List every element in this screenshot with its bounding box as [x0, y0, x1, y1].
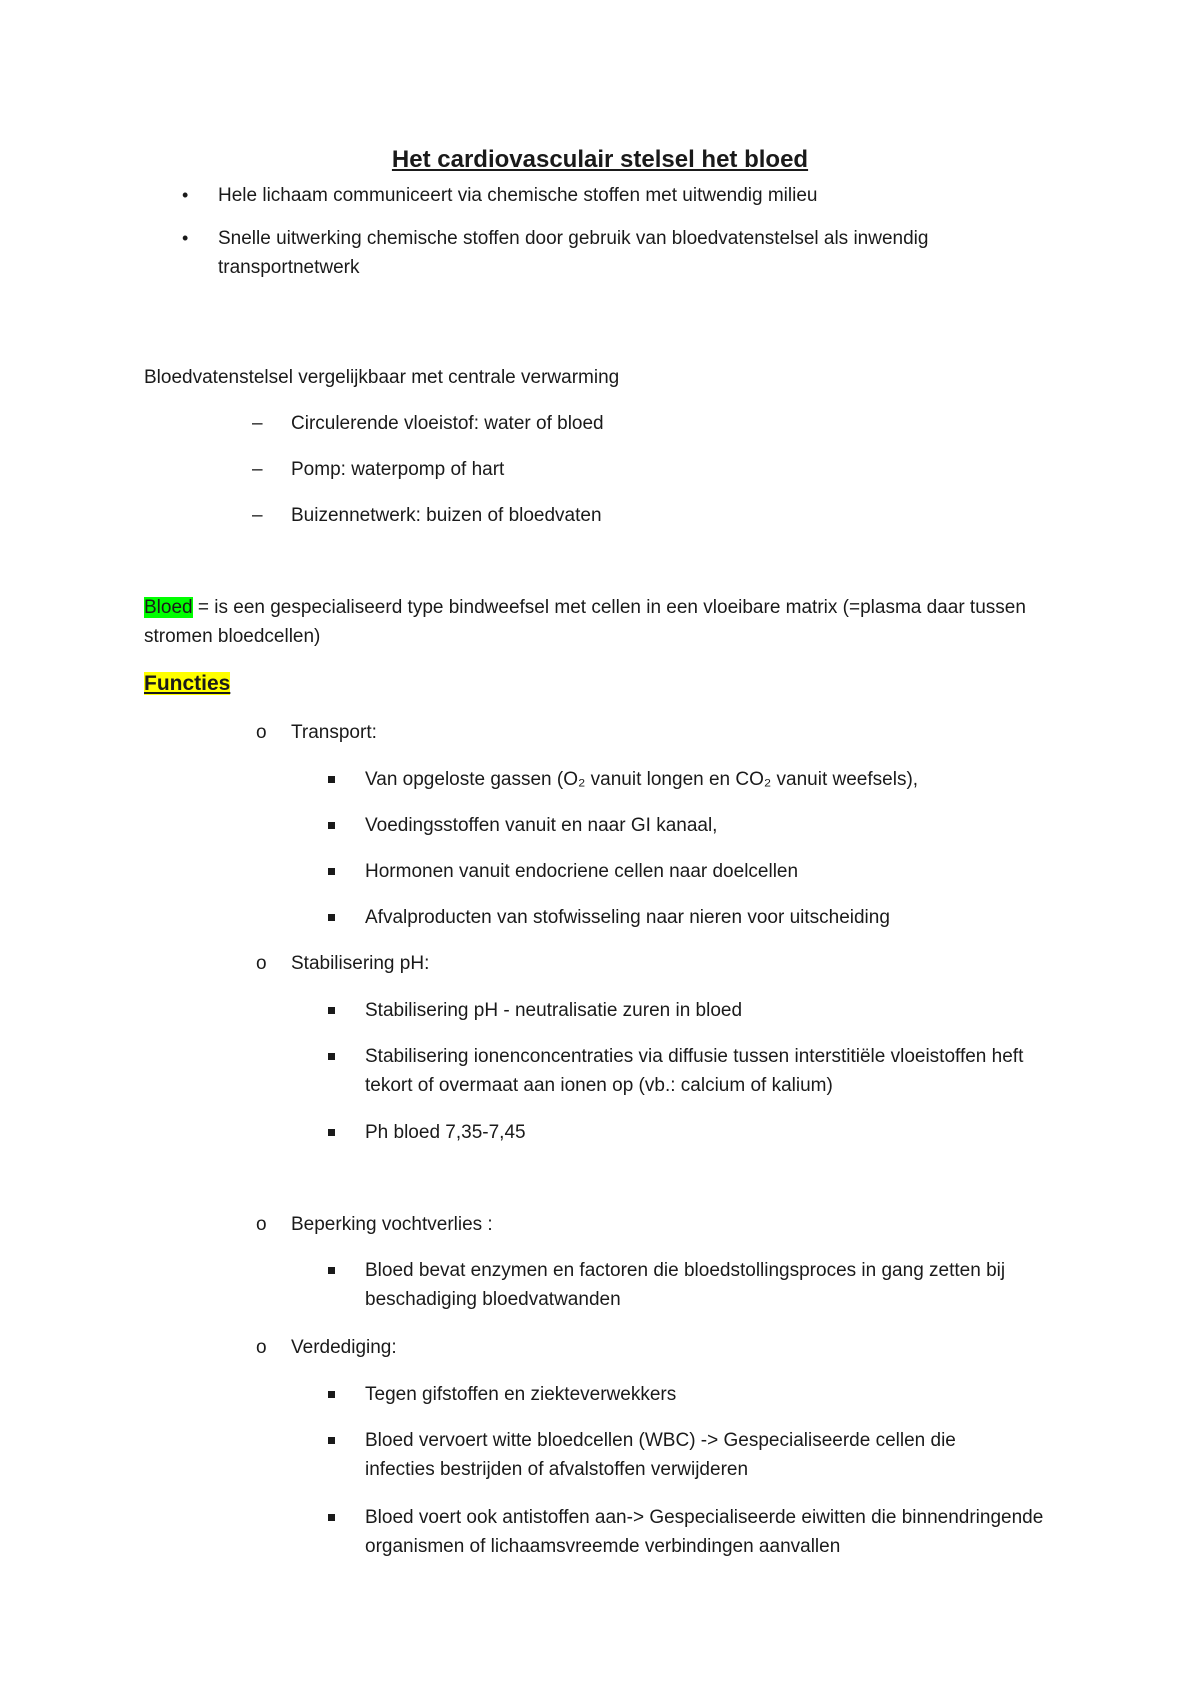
definition-paragraph — [144, 593, 1044, 651]
intro-bullet-2: Snelle uitwerking chemische stoffen door gebruik van bloedvatenstelsel als inwendig transportnetwerk — [218, 228, 929, 278]
dash-marker: – — [252, 413, 263, 434]
function-group-fluid-loss: Beperking vochtverlies : — [291, 1214, 493, 1235]
analogy-item-3: Buizennetwerk: buizen of bloedvaten — [291, 505, 602, 526]
dash-marker: – — [252, 459, 263, 480]
definition-term: Bloed — [144, 597, 193, 618]
bullet-marker: • — [182, 185, 189, 205]
analogy-item-2: Pomp: waterpomp of hart — [291, 459, 505, 480]
square-marker — [328, 1042, 335, 1071]
transport-item-4: Afvalproducten van stofwisseling naar nieren voor uitscheiding — [365, 907, 890, 928]
functions-heading: Functies — [144, 672, 231, 695]
definition-text: = is een gespecialiseerd type bindweefsel met cellen in een vloeibare matrix (=plasma daar tussen stromen bloedcellen) — [144, 597, 1026, 647]
defense-item-1: Tegen gifstoffen en ziekteverwekkers — [365, 1384, 677, 1405]
circle-marker: o — [256, 953, 267, 974]
square-marker — [328, 1256, 335, 1285]
transport-item-1: Van opgeloste gassen (O₂ vanuit longen en CO₂ vanuit weefsels), — [365, 769, 919, 790]
defense-item-3: Bloed voert ook antistoffen aan-> Gespecialiseerde eiwitten die binnendringende organismen of lichaamsvreemde verbindingen aanvallen — [365, 1507, 1044, 1557]
defense-item-2: Bloed vervoert witte bloedcellen (WBC) -> Gespecialiseerde cellen die infecties bestrijden of afvalstoffen verwijderen — [365, 1430, 956, 1480]
ph-item-2: Stabilisering ionenconcentraties via diffusie tussen interstitiële vloeistoffen heft tekort of overmaat aan ionen op (vb.: calcium of kalium) — [365, 1046, 1024, 1096]
square-marker — [328, 1503, 335, 1532]
circle-marker: o — [256, 722, 267, 743]
transport-item-3: Hormonen vanuit endocriene cellen naar doelcellen — [365, 861, 799, 882]
bullet-marker: • — [182, 228, 189, 248]
square-marker — [328, 857, 335, 886]
square-marker — [328, 765, 335, 794]
square-marker — [328, 1380, 335, 1409]
dash-marker: – — [252, 505, 263, 526]
square-marker — [328, 811, 335, 840]
intro-bullet-1: Hele lichaam communiceert via chemische stoffen met uitwendig milieu — [218, 185, 818, 206]
circle-marker: o — [256, 1214, 267, 1235]
transport-item-2: Voedingsstoffen vanuit en naar GI kanaal, — [365, 815, 718, 836]
analogy-heading: Bloedvatenstelsel vergelijkbaar met centrale verwarming — [144, 367, 620, 388]
square-marker — [328, 1426, 335, 1455]
analogy-item-1: Circulerende vloeistof: water of bloed — [291, 413, 604, 434]
ph-item-1: Stabilisering pH - neutralisatie zuren in bloed — [365, 1000, 743, 1021]
function-group-defense: Verdediging: — [291, 1337, 397, 1358]
function-group-ph: Stabilisering pH: — [291, 953, 430, 974]
square-marker — [328, 1118, 335, 1147]
document-title: Het cardiovasculair stelsel het bloed — [391, 146, 809, 173]
function-group-transport: Transport: — [291, 722, 377, 743]
square-marker — [328, 903, 335, 932]
square-marker — [328, 996, 335, 1025]
ph-item-3: Ph bloed 7,35-7,45 — [365, 1122, 526, 1143]
circle-marker: o — [256, 1337, 267, 1358]
fluid-loss-item-1: Bloed bevat enzymen en factoren die bloedstollingsproces in gang zetten bij beschadiging bloedvatwanden — [365, 1260, 1006, 1310]
